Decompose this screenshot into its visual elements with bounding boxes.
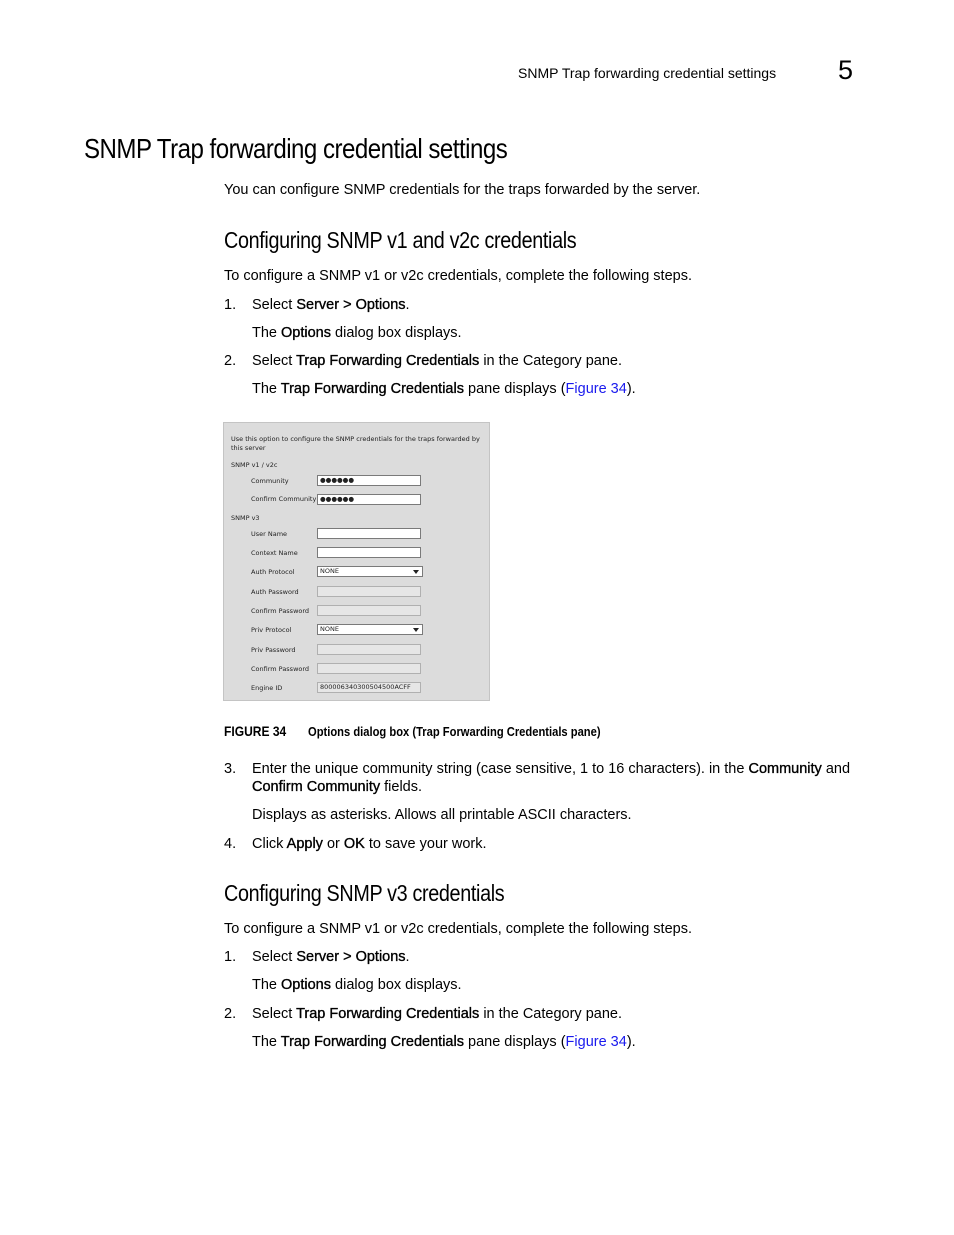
- context-name-label: Context Name: [251, 549, 298, 557]
- step-text-part: The: [252, 977, 282, 993]
- step-text-part: pane displays (: [463, 381, 566, 397]
- step-text: [252, 949, 410, 965]
- auth-password-field[interactable]: [317, 586, 421, 597]
- step-text-part: Enter the unique community string (case sensitive, 1 to 16 characters). in the: [252, 761, 749, 777]
- ui-term: OK: [343, 836, 365, 852]
- chapter-number: 5: [838, 55, 854, 85]
- dropdown-arrow-icon: [413, 570, 419, 574]
- step-text-part: .: [405, 297, 410, 313]
- engine-id-label: Engine ID: [251, 684, 283, 692]
- step-text-part: Click: [252, 836, 287, 852]
- step-text: [252, 836, 487, 852]
- step-text-part: in the Category pane.: [479, 1006, 622, 1022]
- step-text-part: Select: [252, 1006, 297, 1022]
- step-text-part: .: [405, 949, 410, 965]
- confirm-auth-password-field[interactable]: [317, 605, 421, 616]
- step-result: [252, 381, 636, 397]
- step-text-part: or: [322, 836, 344, 852]
- options-dialog-figure: [223, 422, 490, 701]
- step-text-part: dialog box displays.: [331, 977, 462, 993]
- ui-term: Trap Forwarding Credentials: [296, 1006, 480, 1022]
- confirm-priv-password-field[interactable]: [317, 663, 421, 674]
- step-result: [252, 977, 462, 993]
- section-heading-v3: Configuring SNMP v3 credentials: [224, 880, 505, 906]
- priv-protocol-value: NONE: [320, 625, 339, 633]
- step-number: 2.: [224, 1006, 237, 1022]
- ui-term: Server > Options: [296, 297, 406, 313]
- community-field[interactable]: ●●●●●●: [317, 475, 421, 486]
- confirm-priv-password-label: Confirm Password: [251, 665, 310, 673]
- step-number: 2.: [224, 353, 237, 369]
- step-text-part: The: [252, 1034, 281, 1050]
- auth-protocol-select[interactable]: [317, 566, 423, 577]
- engine-id-field[interactable]: 800006340300504500ACFF: [317, 682, 421, 693]
- step-number: 1.: [224, 949, 237, 965]
- context-name-field[interactable]: [317, 547, 421, 558]
- step-number: 4.: [224, 836, 237, 852]
- section-intro: To configure a SNMP v1 or v2c credentials, complete the following steps.: [224, 268, 692, 284]
- step-text-part: dialog box displays.: [331, 325, 462, 341]
- step-result: [252, 1034, 636, 1050]
- figure-link[interactable]: Figure 34: [565, 381, 627, 397]
- priv-password-label: Priv Password: [251, 646, 296, 654]
- step-text-part: ).: [626, 1034, 636, 1050]
- section-intro: To configure a SNMP v1 or v2c credentials, complete the following steps.: [224, 921, 692, 937]
- figure-caption: Options dialog box (Trap Forwarding Credentials pane): [308, 724, 601, 739]
- ui-term: Trap Forwarding Credentials: [280, 381, 464, 397]
- ui-term: Confirm Community: [252, 779, 381, 795]
- group-label-v1-v2c: SNMP v1 / v2c: [231, 461, 278, 469]
- step-text: [252, 761, 850, 777]
- priv-password-field[interactable]: [317, 644, 421, 655]
- ui-term: Options: [281, 325, 331, 341]
- ui-term: Community: [748, 761, 822, 777]
- ui-term: Trap Forwarding Credentials: [296, 353, 480, 369]
- confirm-auth-password-label: Confirm Password: [251, 607, 310, 615]
- step-text: [252, 1006, 622, 1022]
- step-number: 1.: [224, 297, 237, 313]
- step-text-part: Select: [252, 949, 297, 965]
- pane-description: Use this option to configure the SNMP credentials for the traps forwarded by: [231, 435, 480, 443]
- step-text-part: pane displays (: [463, 1034, 566, 1050]
- dropdown-arrow-icon: [413, 628, 419, 632]
- ui-term: Trap Forwarding Credentials: [280, 1034, 464, 1050]
- priv-protocol-select[interactable]: [317, 624, 423, 635]
- confirm-community-field[interactable]: ●●●●●●: [317, 494, 421, 505]
- intro-paragraph: You can configure SNMP credentials for the traps forwarded by the server.: [224, 182, 701, 198]
- ui-term: Server > Options: [296, 949, 406, 965]
- group-label-v3: SNMP v3: [231, 514, 260, 522]
- step-text-part: The: [252, 325, 282, 341]
- confirm-community-label: Confirm Community: [251, 495, 317, 503]
- community-label: Community: [251, 477, 289, 485]
- step-text: [252, 297, 410, 313]
- ui-term: Options: [281, 977, 331, 993]
- ui-term: Apply: [286, 836, 323, 852]
- step-result: Displays as asterisks. Allows all printable ASCII characters.: [252, 807, 632, 823]
- pane-description-cont: this server: [231, 444, 266, 452]
- step-text-part: in the Category pane.: [479, 353, 622, 369]
- step-text-part: ).: [626, 381, 636, 397]
- step-text-cont: [252, 779, 422, 795]
- figure-link[interactable]: Figure 34: [565, 1034, 627, 1050]
- step-text-part: and: [821, 761, 851, 777]
- running-header-title: SNMP Trap forwarding credential settings: [518, 65, 777, 81]
- step-text-part: Select: [252, 353, 297, 369]
- priv-protocol-label: Priv Protocol: [251, 626, 292, 634]
- auth-password-label: Auth Password: [251, 588, 299, 596]
- user-name-label: User Name: [251, 530, 288, 538]
- step-number: 3.: [224, 761, 237, 777]
- page-title: SNMP Trap forwarding credential settings: [84, 133, 508, 164]
- auth-protocol-label: Auth Protocol: [251, 568, 295, 576]
- step-text-part: The: [252, 381, 281, 397]
- section-heading-v1-v2c: Configuring SNMP v1 and v2c credentials: [224, 227, 577, 253]
- step-result: [252, 325, 462, 341]
- step-text-part: to save your work.: [364, 836, 487, 852]
- step-text-part: Select: [252, 297, 297, 313]
- user-name-field[interactable]: [317, 528, 421, 539]
- step-text: [252, 353, 622, 369]
- step-text-part: fields.: [380, 779, 423, 795]
- figure-number: FIGURE 34: [224, 723, 287, 739]
- auth-protocol-value: NONE: [320, 567, 339, 575]
